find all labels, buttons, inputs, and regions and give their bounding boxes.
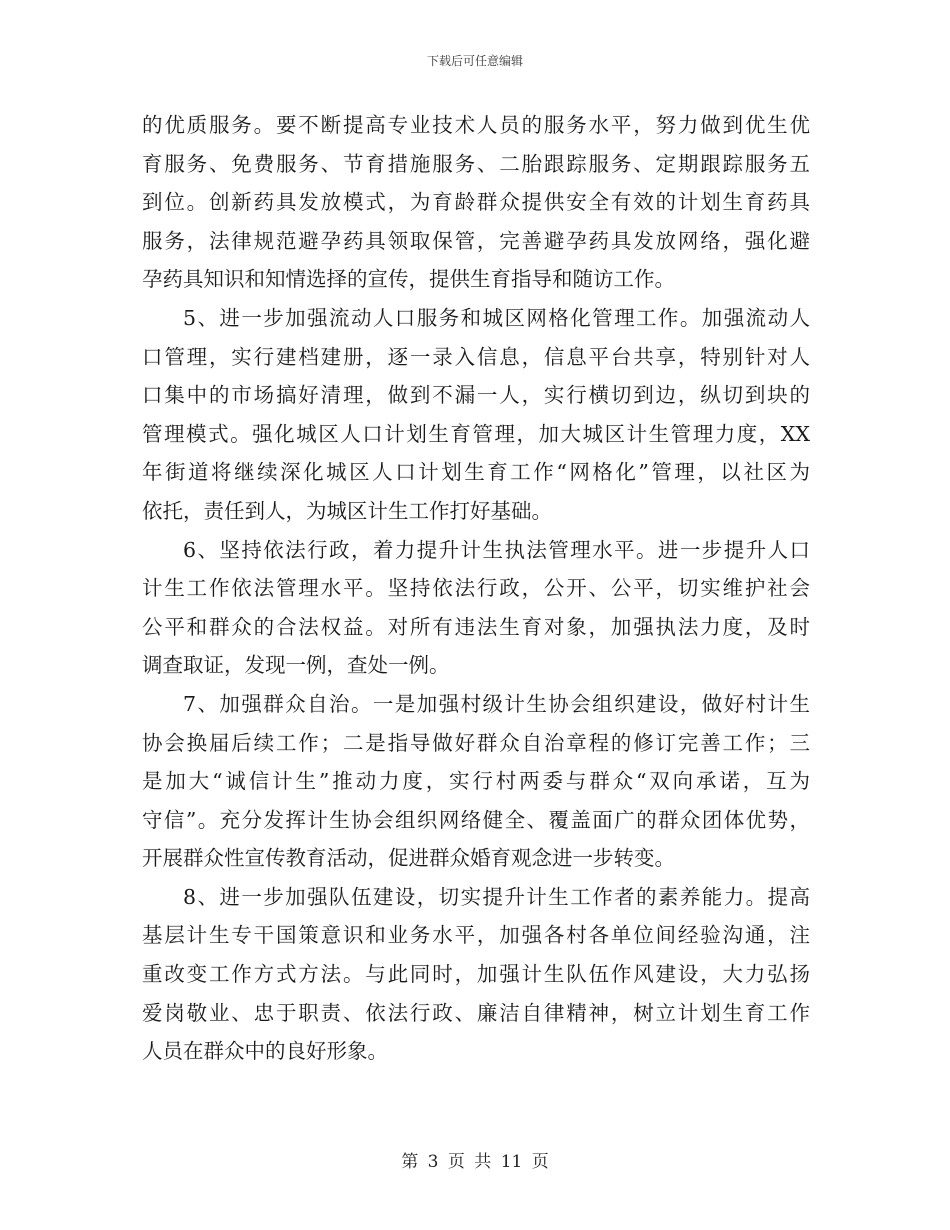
text-line: 协会换届后续工作；二是指导做好群众自治章程的修订完善工作；三 [142, 730, 810, 755]
paragraph-item-5 [142, 299, 810, 531]
text-line: 育服务、免费服务、节育措施服务、二胎跟踪服务、定期跟踪服务五 [142, 151, 810, 176]
text-line: 服务，法律规范避孕药具领取保管，完善避孕药具发放网络，强化避 [142, 228, 810, 253]
page-number-footer: 第 3 页 共 11 页 [401, 1152, 549, 1172]
text-line: 口管理，实行建档建册，逐一录入信息，信息平台共享，特别针对人 [142, 344, 810, 369]
text-line: 人员在群众中的良好形象。 [142, 1039, 388, 1064]
text-line: 爱岗敬业、忠于职责、依法行政、廉洁自律精神，树立计划生育工作 [142, 1000, 810, 1025]
paragraph-service [142, 106, 810, 299]
text-line: 口集中的市场搞好清理，做到不漏一人，实行横切到边，纵切到块的 [142, 383, 810, 408]
text-line: 是加大“诚信计生”推动力度，实行村两委与群众“双向承诺，互为 [142, 769, 810, 794]
text-line: 6、坚持依法行政，着力提升计生执法管理水平。进一步提升人口 [183, 537, 810, 562]
page-header: 下载后可任意编辑 [426, 54, 523, 68]
text-line: 基层计生专干国策意识和业务水平，加强各村各单位间经验沟通，注 [142, 923, 810, 948]
text-line: 到位。创新药具发放模式，为育龄群众提供安全有效的计划生育药具 [142, 190, 810, 215]
paragraph-item-7 [142, 685, 810, 878]
text-line: 5、进一步加强流动人口服务和城区网格化管理工作。加强流动人 [183, 305, 810, 330]
text-line: 开展群众性宣传教育活动，促进群众婚育观念进一步转变。 [142, 846, 675, 871]
text-line: 守信”。充分发挥计生协会组织网络健全、覆盖面广的群众团体优势， [142, 807, 810, 832]
text-line: 重改变工作方式方法。与此同时，加强计生队伍作风建设，大力弘扬 [142, 962, 810, 987]
paragraph-item-6 [142, 531, 810, 685]
text-line: 孕药具知识和知情选择的宣传，提供生育指导和随访工作。 [142, 267, 675, 292]
text-line: 依托，责任到人，为城区计生工作打好基础。 [142, 498, 552, 523]
text-line: 调查取证，发现一例，查处一例。 [142, 653, 450, 678]
text-line: 计生工作依法管理水平。坚持依法行政，公开、公平，切实维护社会 [142, 576, 810, 601]
text-line: 7、加强群众自治。一是加强村级计生协会组织建设，做好村计生 [183, 691, 810, 716]
text-line: 管理模式。强化城区人口计划生育管理，加大城区计生管理力度，XX [142, 421, 810, 446]
text-line: 8、进一步加强队伍建设，切实提升计生工作者的素养能力。提高 [183, 884, 810, 909]
paragraph-item-8 [142, 878, 810, 1071]
text-line: 的优质服务。要不断提高专业技术人员的服务水平，努力做到优生优 [142, 113, 810, 137]
document-body [142, 106, 810, 1071]
text-line: 年街道将继续深化城区人口计划生育工作“网格化”管理，以社区为 [142, 460, 810, 485]
text-line: 公平和群众的合法权益。对所有违法生育对象，加强执法力度，及时 [142, 614, 810, 639]
